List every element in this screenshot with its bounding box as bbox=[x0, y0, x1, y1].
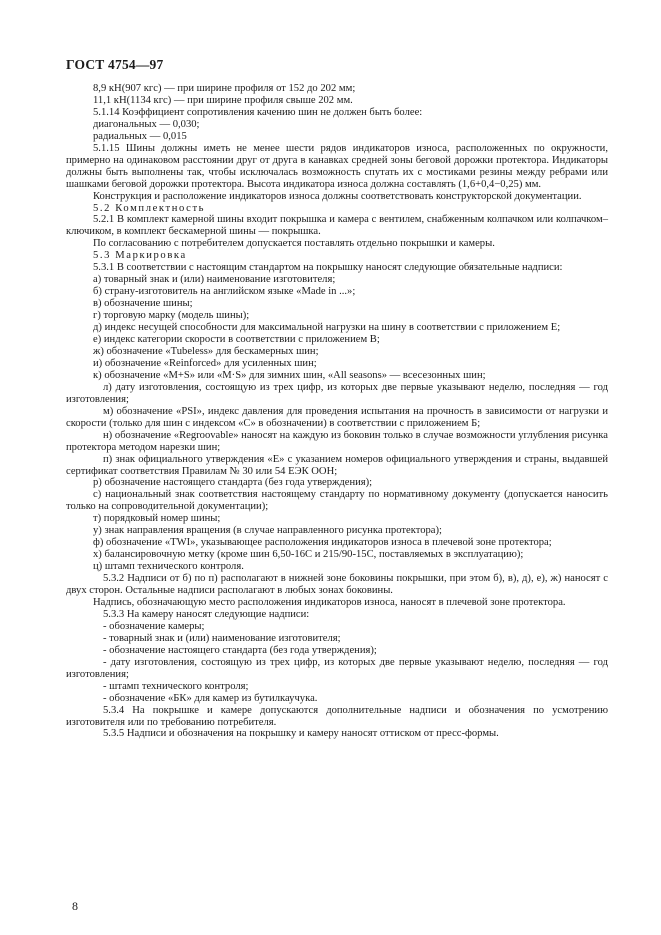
text-line: радиальных — 0,015 bbox=[93, 130, 187, 142]
clause-5-1-15: 5.1.15 Шины должны иметь не менее шести рядов индикаторов износа, расположенных по окружности, примерно на одинаковом расстоянии друг от друга в канавках средней зоны беговой дорожки протектора. Индикаторы должны быть выполнены так, чтобы исключалась возможность спутать их с мостиками резины между ребрами или шашками беговой дорожки протектора. Высота индикатора износа должна составлять (1,6+0,4−0,25) мм. bbox=[66, 142, 608, 190]
list-item: н) обозначение «Regroovable» наносят на каждую из боковин только в случае возможности углубления рисунка протектора методом нарезки шин; bbox=[66, 429, 608, 453]
document-body bbox=[66, 74, 608, 740]
list-item: р) обозначение настоящего стандарта (без года утверждения); bbox=[93, 477, 373, 489]
list-item: г) торговую марку (модель шины); bbox=[93, 310, 250, 322]
section-heading-5-3: 5.3 Маркировка bbox=[93, 250, 187, 262]
text-line: диагональных — 0,030; bbox=[93, 118, 200, 130]
paragraph: Конструкция и расположение индикаторов износа должны соответствовать конструкторской документации. bbox=[93, 190, 582, 202]
list-item: и) обозначение «Reinforced» для усиленных шин; bbox=[93, 357, 317, 369]
list-item: е) индекс категории скорости в соответствии с приложением В; bbox=[93, 334, 380, 346]
text-line: 8,9 кН(907 кгс) — при ширине профиля от 152 до 202 мм; bbox=[93, 83, 356, 94]
list-item: п) знак официального утверждения «Е» с указанием номеров официального утверждения и страны, выдавшей сертификат соответствия Правилам № 30 или 54 ЕЭК ООН; bbox=[66, 453, 608, 477]
list-item: ф) обозначение «TWI», указывающее расположения индикаторов износа в плечевой зоне протектора; bbox=[93, 537, 552, 549]
section-heading-5-2: 5.2 Комплектность bbox=[93, 202, 206, 214]
clause-5-3-3: 5.3.3 На камеру наносят следующие надписи: bbox=[103, 608, 310, 620]
list-item: т) порядковый номер шины; bbox=[93, 513, 221, 525]
list-item: - обозначение «БК» для камер из бутилкаучука. bbox=[103, 692, 318, 704]
clause-5-1-14: 5.1.14 Коэффициент сопротивления качению шин не должен быть более: bbox=[93, 106, 423, 118]
list-item: - товарный знак и (или) наименование изготовителя; bbox=[103, 632, 341, 644]
list-item: м) обозначение «PSI», индекс давления для проведения испытания на прочность в зависимости от нагрузки и скорости (только для шин с индексом «С» в обозначении) в соответствии с приложением Б; bbox=[66, 405, 608, 429]
list-item: л) дату изготовления, состоящую из трех цифр, из которых две первые указывают неделю, последняя — год изготовления; bbox=[66, 381, 608, 405]
clause-5-2-1: 5.2.1 В комплект камерной шины входит покрышка и камера с вентилем, снабженным колпачком или колпачком–ключиком, в комплект бескамерной шины — покрышка. bbox=[66, 214, 608, 238]
list-item: - штамп технического контроля; bbox=[103, 680, 249, 692]
list-item: ц) штамп технического контроля. bbox=[93, 561, 244, 573]
list-item: - дату изготовления, состоящую из трех цифр, из которых две первые указывают неделю, последняя — год изготовления; bbox=[66, 656, 608, 680]
clause-5-3-2: 5.3.2 Надписи от б) по п) располагают в нижней зоне боковины покрышки, при этом б), в), д), е), ж) наносят с двух сторон. Остальные надписи располагают в любых зонах боковины. bbox=[66, 573, 608, 597]
clause-5-3-5: 5.3.5 Надписи и обозначения на покрышку и камеру наносят оттиском от пресс-формы. bbox=[103, 728, 499, 740]
list-item: д) индекс несущей способности для максимальной нагрузки на шину в соответствии с приложением Е; bbox=[93, 322, 561, 334]
text-line: 11,1 кН(1134 кгс) — при ширине профиля свыше 202 мм. bbox=[93, 94, 353, 106]
list-item: к) обозначение «M+S» или «M·S» для зимних шин, «All seasons» — всесезонных шин; bbox=[93, 369, 486, 381]
paragraph: Надпись, обозначающую место расположения индикаторов износа, наносят в плечевой зоне протектора. bbox=[93, 596, 566, 608]
list-item: б) страну-изготовитель на английском языке «Made in ...»; bbox=[93, 286, 356, 298]
list-item: а) товарный знак и (или) наименование изготовителя; bbox=[93, 274, 336, 286]
list-item: у) знак направления вращения (в случае направленного рисунка протектора); bbox=[93, 525, 442, 537]
list-item: х) балансировочную метку (кроме шин 6,50-16С и 215/90-15С, поставляемых в эксплуатацию); bbox=[93, 549, 524, 561]
list-item: ж) обозначение «Tubeless» для бескамерных шин; bbox=[93, 345, 319, 357]
list-item: - обозначение настоящего стандарта (без года утверждения); bbox=[103, 644, 377, 656]
list-item: - обозначение камеры; bbox=[103, 620, 205, 632]
document-code-header: ГОСТ 4754—97 bbox=[66, 57, 164, 72]
list-item: с) национальный знак соответствия настоящему стандарту по нормативному документу (допускается наносить только на сопроводительной документации); bbox=[66, 489, 608, 513]
page-number: 8 bbox=[72, 899, 78, 913]
clause-5-3-4: 5.3.4 На покрышке и камере допускаются дополнительные надписи и обозначения по усмотрению изготовителя или по требованию потребителя. bbox=[66, 704, 608, 728]
paragraph: По согласованию с потребителем допускается поставлять отдельно покрышки и камеры. bbox=[93, 238, 495, 250]
clause-5-3-1: 5.3.1 В соответствии с настоящим стандартом на покрышку наносят следующие обязательные надписи: bbox=[93, 262, 563, 274]
list-item: в) обозначение шины; bbox=[93, 298, 193, 310]
